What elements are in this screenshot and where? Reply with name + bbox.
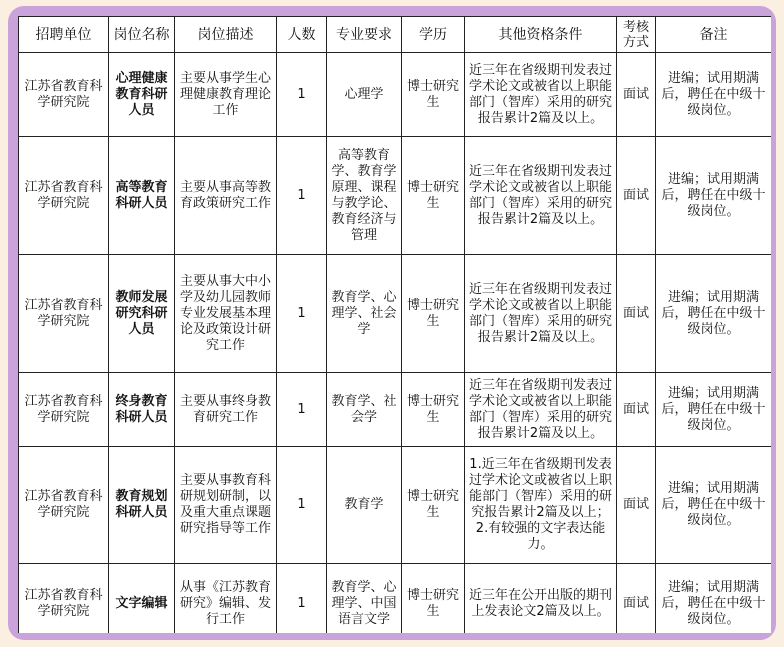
- conditions-text: 近三年在省级期刊发表过学术论文或被省以上职能部门（智库）采用的研究报告累计2篇及以上。: [468, 281, 612, 345]
- cell-major: [327, 255, 402, 373]
- column-header: 学历: [402, 17, 465, 53]
- cell-major: [327, 53, 402, 137]
- description-text: 主要从事高等教育政策研究工作: [179, 179, 271, 211]
- column-header: 招聘单位: [19, 17, 109, 53]
- column-header: 人数: [277, 17, 327, 53]
- count-text: 1: [297, 86, 306, 102]
- count-text: 1: [297, 595, 306, 611]
- cell-unit: [19, 373, 109, 447]
- table-row: [19, 447, 772, 564]
- cell-conditions: [465, 447, 617, 564]
- cell-assessment: [617, 255, 656, 373]
- cell-count: [277, 255, 327, 373]
- education-text: 博士研究生: [406, 297, 459, 329]
- assessment-text: 面试: [622, 187, 649, 203]
- description-text: 主要从事终身教育研究工作: [179, 393, 271, 425]
- position-text: 教师发展研究科研人员: [115, 289, 168, 337]
- unit-text: 江苏省教育科学研究院: [24, 489, 103, 520]
- cell-major: [327, 447, 402, 564]
- cell-description: [175, 53, 277, 137]
- assessment-text: 面试: [622, 595, 649, 611]
- description-text: 主要从事学生心理健康教育理论工作: [179, 70, 271, 118]
- cell-conditions: [465, 564, 617, 634]
- cell-remarks: [656, 137, 772, 255]
- cell-position: [109, 564, 175, 634]
- cell-remarks: [656, 255, 772, 373]
- assessment-text: 面试: [622, 86, 649, 102]
- cell-remarks: [656, 373, 772, 447]
- unit-text: 江苏省教育科学研究院: [24, 297, 103, 329]
- cell-remarks: [656, 564, 772, 634]
- remarks-text: 进编；试用期满后，聘任在中级十级岗位。: [661, 70, 766, 118]
- education-text: 博士研究生: [406, 489, 459, 520]
- column-header: 其他资格条件: [465, 17, 617, 53]
- column-header: 备注: [656, 17, 772, 53]
- remarks-text: 进编；试用期满后，聘任在中级十级岗位。: [661, 289, 766, 337]
- count-text: 1: [297, 401, 306, 417]
- major-text: 教育学、心理学、社会学: [331, 289, 397, 337]
- cell-unit: [19, 53, 109, 137]
- remarks-text: 进编；试用期满后，聘任在中级十级岗位。: [661, 481, 766, 528]
- column-header: 专业要求: [327, 17, 402, 53]
- cell-description: [175, 564, 277, 634]
- table-row: [19, 373, 772, 447]
- cell-count: [277, 373, 327, 447]
- cell-position: [109, 447, 175, 564]
- column-header: 岗位描述: [175, 17, 277, 53]
- major-text: 教育学: [344, 497, 384, 512]
- cell-assessment: [617, 564, 656, 634]
- table-row: [19, 564, 772, 634]
- conditions-text: 近三年在省级期刊发表过学术论文或被省以上职能部门（智库）采用的研究报告累计2篇及以上。: [468, 377, 612, 441]
- cell-count: [277, 53, 327, 137]
- position-text: 高等教育科研人员: [115, 179, 168, 211]
- cell-education: [402, 447, 465, 564]
- cell-position: [109, 255, 175, 373]
- unit-text: 江苏省教育科学研究院: [24, 78, 103, 110]
- description-text: 主要从事大中小学及幼儿园教师专业发展基本理论及政策设计研究工作: [179, 273, 271, 353]
- count-text: 1: [297, 187, 306, 203]
- cell-count: [277, 137, 327, 255]
- description-text: 从事《江苏教育研究》编辑、发行工作: [179, 579, 271, 627]
- cell-assessment: [617, 447, 656, 564]
- column-header: 岗位名称: [109, 17, 175, 53]
- unit-text: 江苏省教育科学研究院: [24, 587, 103, 619]
- recruitment-table: [18, 16, 771, 633]
- header-row: [19, 17, 772, 53]
- cell-position: [109, 137, 175, 255]
- cell-unit: [19, 255, 109, 373]
- cell-education: [402, 137, 465, 255]
- cell-education: [402, 564, 465, 634]
- major-text: 心理学: [344, 86, 384, 102]
- position-text: 心理健康教育科研人员: [115, 70, 168, 118]
- cell-conditions: [465, 373, 617, 447]
- major-text: 高等教育学、教育学原理、课程与教学论、教育经济与管理: [331, 147, 397, 243]
- cell-description: [175, 255, 277, 373]
- conditions-text: 近三年在省级期刊发表过学术论文或被省以上职能部门（智库）采用的研究报告累计2篇及以上。: [468, 62, 612, 126]
- cell-count: [277, 564, 327, 634]
- cell-major: [327, 373, 402, 447]
- cell-description: [175, 137, 277, 255]
- cell-remarks: [656, 53, 772, 137]
- unit-text: 江苏省教育科学研究院: [24, 393, 103, 425]
- cell-description: [175, 447, 277, 564]
- education-text: 博士研究生: [406, 393, 459, 425]
- position-text: 终身教育科研人员: [115, 393, 168, 425]
- cell-count: [277, 447, 327, 564]
- count-text: 1: [297, 305, 306, 321]
- education-text: 博士研究生: [406, 179, 459, 211]
- assessment-text: 面试: [622, 401, 649, 417]
- remarks-text: 进编；试用期满后，聘任在中级十级岗位。: [661, 171, 766, 219]
- table-row: [19, 137, 772, 255]
- cell-unit: [19, 137, 109, 255]
- position-text: 教育规划科研人员: [115, 489, 168, 520]
- cell-education: [402, 53, 465, 137]
- cell-assessment: [617, 373, 656, 447]
- major-text: 教育学、心理学、中国语言文学: [331, 579, 397, 627]
- cell-conditions: [465, 137, 617, 255]
- conditions-text: 近三年在公开出版的期刊上发表论文2篇及以上。: [468, 587, 612, 619]
- cell-major: [327, 137, 402, 255]
- assessment-text: 面试: [622, 305, 649, 321]
- education-text: 博士研究生: [406, 78, 459, 110]
- conditions-text: 近三年在省级期刊发表过学术论文或被省以上职能部门（智库）采用的研究报告累计2篇及以上。: [468, 163, 612, 227]
- cell-major: [327, 564, 402, 634]
- recruitment-table-wrapper: [18, 16, 771, 633]
- major-text: 教育学、社会学: [331, 393, 397, 425]
- remarks-text: 进编；试用期满后，聘任在中级十级岗位。: [661, 579, 766, 627]
- cell-assessment: [617, 53, 656, 137]
- cell-conditions: [465, 53, 617, 137]
- table-row: [19, 255, 772, 373]
- cell-remarks: [656, 447, 772, 564]
- cell-position: [109, 53, 175, 137]
- cell-position: [109, 373, 175, 447]
- conditions-text: 1.近三年在省级期刊发表过学术论文或被省以上职能部门（智库）采用的研究报告累计2篇及以上；2.有较强的文字表达能力。: [468, 457, 612, 552]
- column-header: 考核方式: [617, 17, 656, 53]
- remarks-text: 进编；试用期满后，聘任在中级十级岗位。: [661, 385, 766, 433]
- position-text: 文字编辑: [115, 595, 168, 611]
- cell-unit: [19, 447, 109, 564]
- cell-education: [402, 373, 465, 447]
- education-text: 博士研究生: [406, 587, 459, 619]
- assessment-text: 面试: [622, 497, 649, 512]
- table-row: [19, 53, 772, 137]
- cell-conditions: [465, 255, 617, 373]
- count-text: 1: [297, 497, 306, 512]
- cell-assessment: [617, 137, 656, 255]
- cell-description: [175, 373, 277, 447]
- unit-text: 江苏省教育科学研究院: [24, 179, 103, 211]
- cell-unit: [19, 564, 109, 634]
- description-text: 主要从事教育科研规划研制，以及重大重点课题研究指导等工作: [179, 473, 271, 536]
- cell-education: [402, 255, 465, 373]
